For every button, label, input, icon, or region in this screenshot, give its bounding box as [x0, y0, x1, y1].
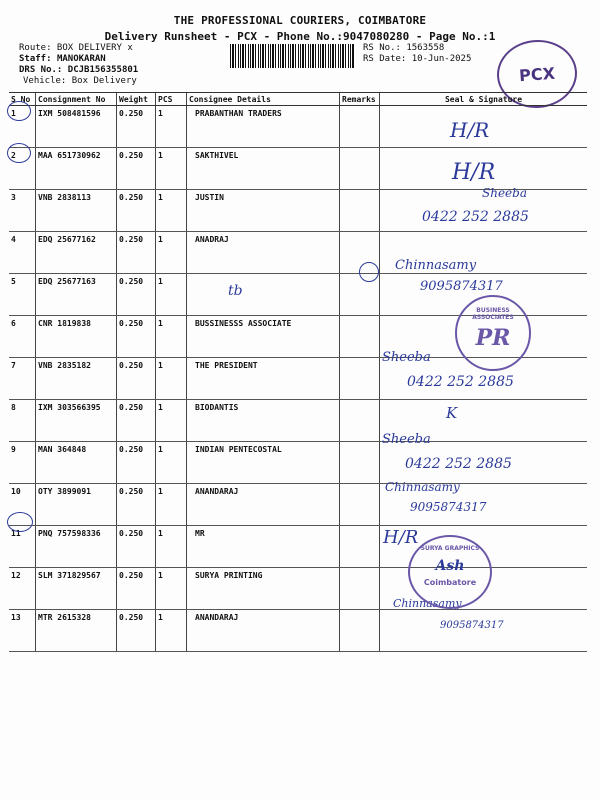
route-meta: [19, 43, 138, 87]
handwritten-name-row10: Chinnasamy: [385, 480, 460, 494]
cell-consignment: EDQ 25677163: [36, 274, 117, 316]
signature-row1: H/R: [450, 118, 490, 142]
handwritten-phone-row10: 9095874317: [410, 500, 487, 514]
cell-remarks: [340, 400, 380, 442]
cell-remarks: [340, 484, 380, 526]
cell-pcs: 1: [156, 610, 187, 652]
circle-mark-11: [7, 512, 33, 532]
cell-sno: 4: [9, 232, 36, 274]
table-row: [9, 526, 587, 568]
route: Route: BOX DELIVERY x: [19, 43, 133, 53]
cell-weight: 0.250: [117, 232, 156, 274]
handwritten-name-row4: Chinnasamy: [395, 258, 477, 273]
cell-pcs: 1: [156, 400, 187, 442]
cell-pcs: 1: [156, 148, 187, 190]
table-row: [9, 148, 587, 190]
col-consignee: Consignee Details: [187, 93, 340, 106]
cell-remarks: [340, 106, 380, 148]
cell-weight: 0.250: [117, 484, 156, 526]
cell-sno: 10: [9, 484, 36, 526]
col-weight: Weight: [117, 93, 156, 106]
barcode: [230, 44, 355, 68]
cell-weight: 0.250: [117, 400, 156, 442]
scribble-mark-row5: tb: [228, 283, 243, 299]
pcx-stamp: PCX: [495, 37, 580, 110]
table-row: [9, 484, 587, 526]
cell-consignee: MR: [187, 526, 340, 568]
cell-consignee: SURYA PRINTING: [187, 568, 340, 610]
cell-pcs: 1: [156, 568, 187, 610]
col-signature: Seal & Signature: [380, 93, 588, 106]
cell-weight: 0.250: [117, 106, 156, 148]
cell-consignee: JUSTIN: [187, 190, 340, 232]
handwritten-phone-row13: 9095874317: [440, 620, 504, 631]
cell-weight: 0.250: [117, 610, 156, 652]
col-remarks: Remarks: [340, 93, 380, 106]
cell-weight: 0.250: [117, 148, 156, 190]
cell-consignee: INDIAN PENTECOSTAL: [187, 442, 340, 484]
circle-mark-2: [7, 143, 31, 163]
rs-number: RS No.: 1563558: [363, 43, 445, 53]
rs-date: RS Date: 10-Jun-2025: [363, 54, 472, 64]
cell-consignee: ANANDARAJ: [187, 610, 340, 652]
cell-consignee: PRABANTHAN TRADERS: [187, 106, 340, 148]
vehicle: Vehicle: Box Delivery: [23, 76, 137, 86]
cell-pcs: 1: [156, 442, 187, 484]
cell-weight: 0.250: [117, 526, 156, 568]
signature-row8: K: [446, 404, 458, 422]
circle-mark-1: [7, 101, 31, 121]
cell-consignee: ANADRAJ: [187, 232, 340, 274]
cell-sno: 3: [9, 190, 36, 232]
cell-consignment: VNB 2838113: [36, 190, 117, 232]
cell-pcs: 1: [156, 484, 187, 526]
cell-sno: 7: [9, 358, 36, 400]
cell-consignment: MAA 651730962: [36, 148, 117, 190]
cell-sno: 1: [9, 106, 36, 148]
cell-pcs: 1: [156, 316, 187, 358]
cell-sno: 8: [9, 400, 36, 442]
cell-consignment: EDQ 25677162: [36, 232, 117, 274]
cell-remarks: [340, 316, 380, 358]
handwritten-phone-row7: 0422 252 2885: [407, 374, 514, 390]
company-title: THE PROFESSIONAL COURIERS, COIMBATORE: [173, 14, 427, 27]
cell-weight: 0.250: [117, 316, 156, 358]
cell-consignment: PNQ 757598336: [36, 526, 117, 568]
cell-consignee: BUSSINESSS ASSOCIATE: [187, 316, 340, 358]
col-pcs: PCS: [156, 93, 187, 106]
signature-row11: H/R: [383, 527, 419, 548]
handwritten-phone-row9: 0422 252 2885: [405, 456, 512, 472]
cell-sno: 9: [9, 442, 36, 484]
runsheet-subtitle: Delivery Runsheet - PCX - Phone No.:9047080280 - Page No.:1: [104, 30, 496, 43]
cell-consignment: VNB 2835182: [36, 358, 117, 400]
cell-sno: 11: [9, 526, 36, 568]
cell-weight: 0.250: [117, 274, 156, 316]
cell-pcs: 1: [156, 232, 187, 274]
handwritten-name-row7: Sheeba: [382, 350, 431, 365]
cell-pcs: 1: [156, 190, 187, 232]
staff-line: Staff: MANOKARAN: [19, 54, 106, 64]
cell-pcs: 1: [156, 274, 187, 316]
table-row: [9, 568, 587, 610]
cell-consignment: IXM 508481596: [36, 106, 117, 148]
cell-pcs: 1: [156, 526, 187, 568]
cell-consignment: SLM 371829567: [36, 568, 117, 610]
staff-value: MANOKARAN: [56, 54, 106, 64]
cell-pcs: 1: [156, 358, 187, 400]
rs-meta: [363, 43, 471, 65]
cell-sno: 6: [9, 316, 36, 358]
circle-mark-handwritten: [359, 262, 379, 282]
cell-remarks: [340, 526, 380, 568]
runsheet-table: [9, 92, 587, 652]
cell-remarks: [340, 568, 380, 610]
surya-graphics-seal: SURYA GRAPHICS Ash Coimbatore: [408, 535, 492, 609]
cell-consignment: MAN 364848: [36, 442, 117, 484]
cell-consignee: SAKTHIVEL: [187, 148, 340, 190]
handwritten-phone-row4: 9095874317: [420, 279, 503, 294]
cell-weight: 0.250: [117, 358, 156, 400]
cell-remarks: [340, 442, 380, 484]
col-consignment: Consignment No: [36, 93, 117, 106]
cell-weight: 0.250: [117, 442, 156, 484]
cell-consignment: OTY 3899091: [36, 484, 117, 526]
cell-consignee: [187, 274, 340, 316]
cell-sno: 13: [9, 610, 36, 652]
cell-consignee: THE PRESIDENT: [187, 358, 340, 400]
cell-remarks: [340, 358, 380, 400]
cell-pcs: 1: [156, 106, 187, 148]
cell-consignment: CNR 1819838: [36, 316, 117, 358]
handwritten-name-row9: Sheeba: [382, 432, 431, 447]
cell-weight: 0.250: [117, 568, 156, 610]
handwritten-phone-row3: 0422 252 2885: [422, 209, 529, 225]
cell-remarks: [340, 190, 380, 232]
drs-value: DCJB156355801: [67, 65, 139, 75]
business-associates-seal: BUSINESS ASSOCIATES PR: [455, 295, 531, 371]
handwritten-name-row13: Chinnasamy: [393, 597, 462, 610]
col-sno: S No: [9, 93, 36, 106]
cell-sno: 12: [9, 568, 36, 610]
table-row: [9, 400, 587, 442]
drs-line: DRS No.: DCJB156355801: [19, 65, 139, 75]
handwritten-name-row3: Sheeba: [482, 186, 527, 200]
table-row: [9, 232, 587, 274]
cell-consignment: MTR 2615328: [36, 610, 117, 652]
cell-consignee: ANANDARAJ: [187, 484, 340, 526]
cell-consignee: BIODANTIS: [187, 400, 340, 442]
cell-consignment: IXM 303566395: [36, 400, 117, 442]
table-row: [9, 106, 587, 148]
table-header-row: [9, 93, 587, 106]
cell-weight: 0.250: [117, 190, 156, 232]
cell-sno: 5: [9, 274, 36, 316]
cell-remarks: [340, 148, 380, 190]
cell-remarks: [340, 610, 380, 652]
cell-sno: 2: [9, 148, 36, 190]
signature-row2: H/R: [452, 160, 496, 185]
